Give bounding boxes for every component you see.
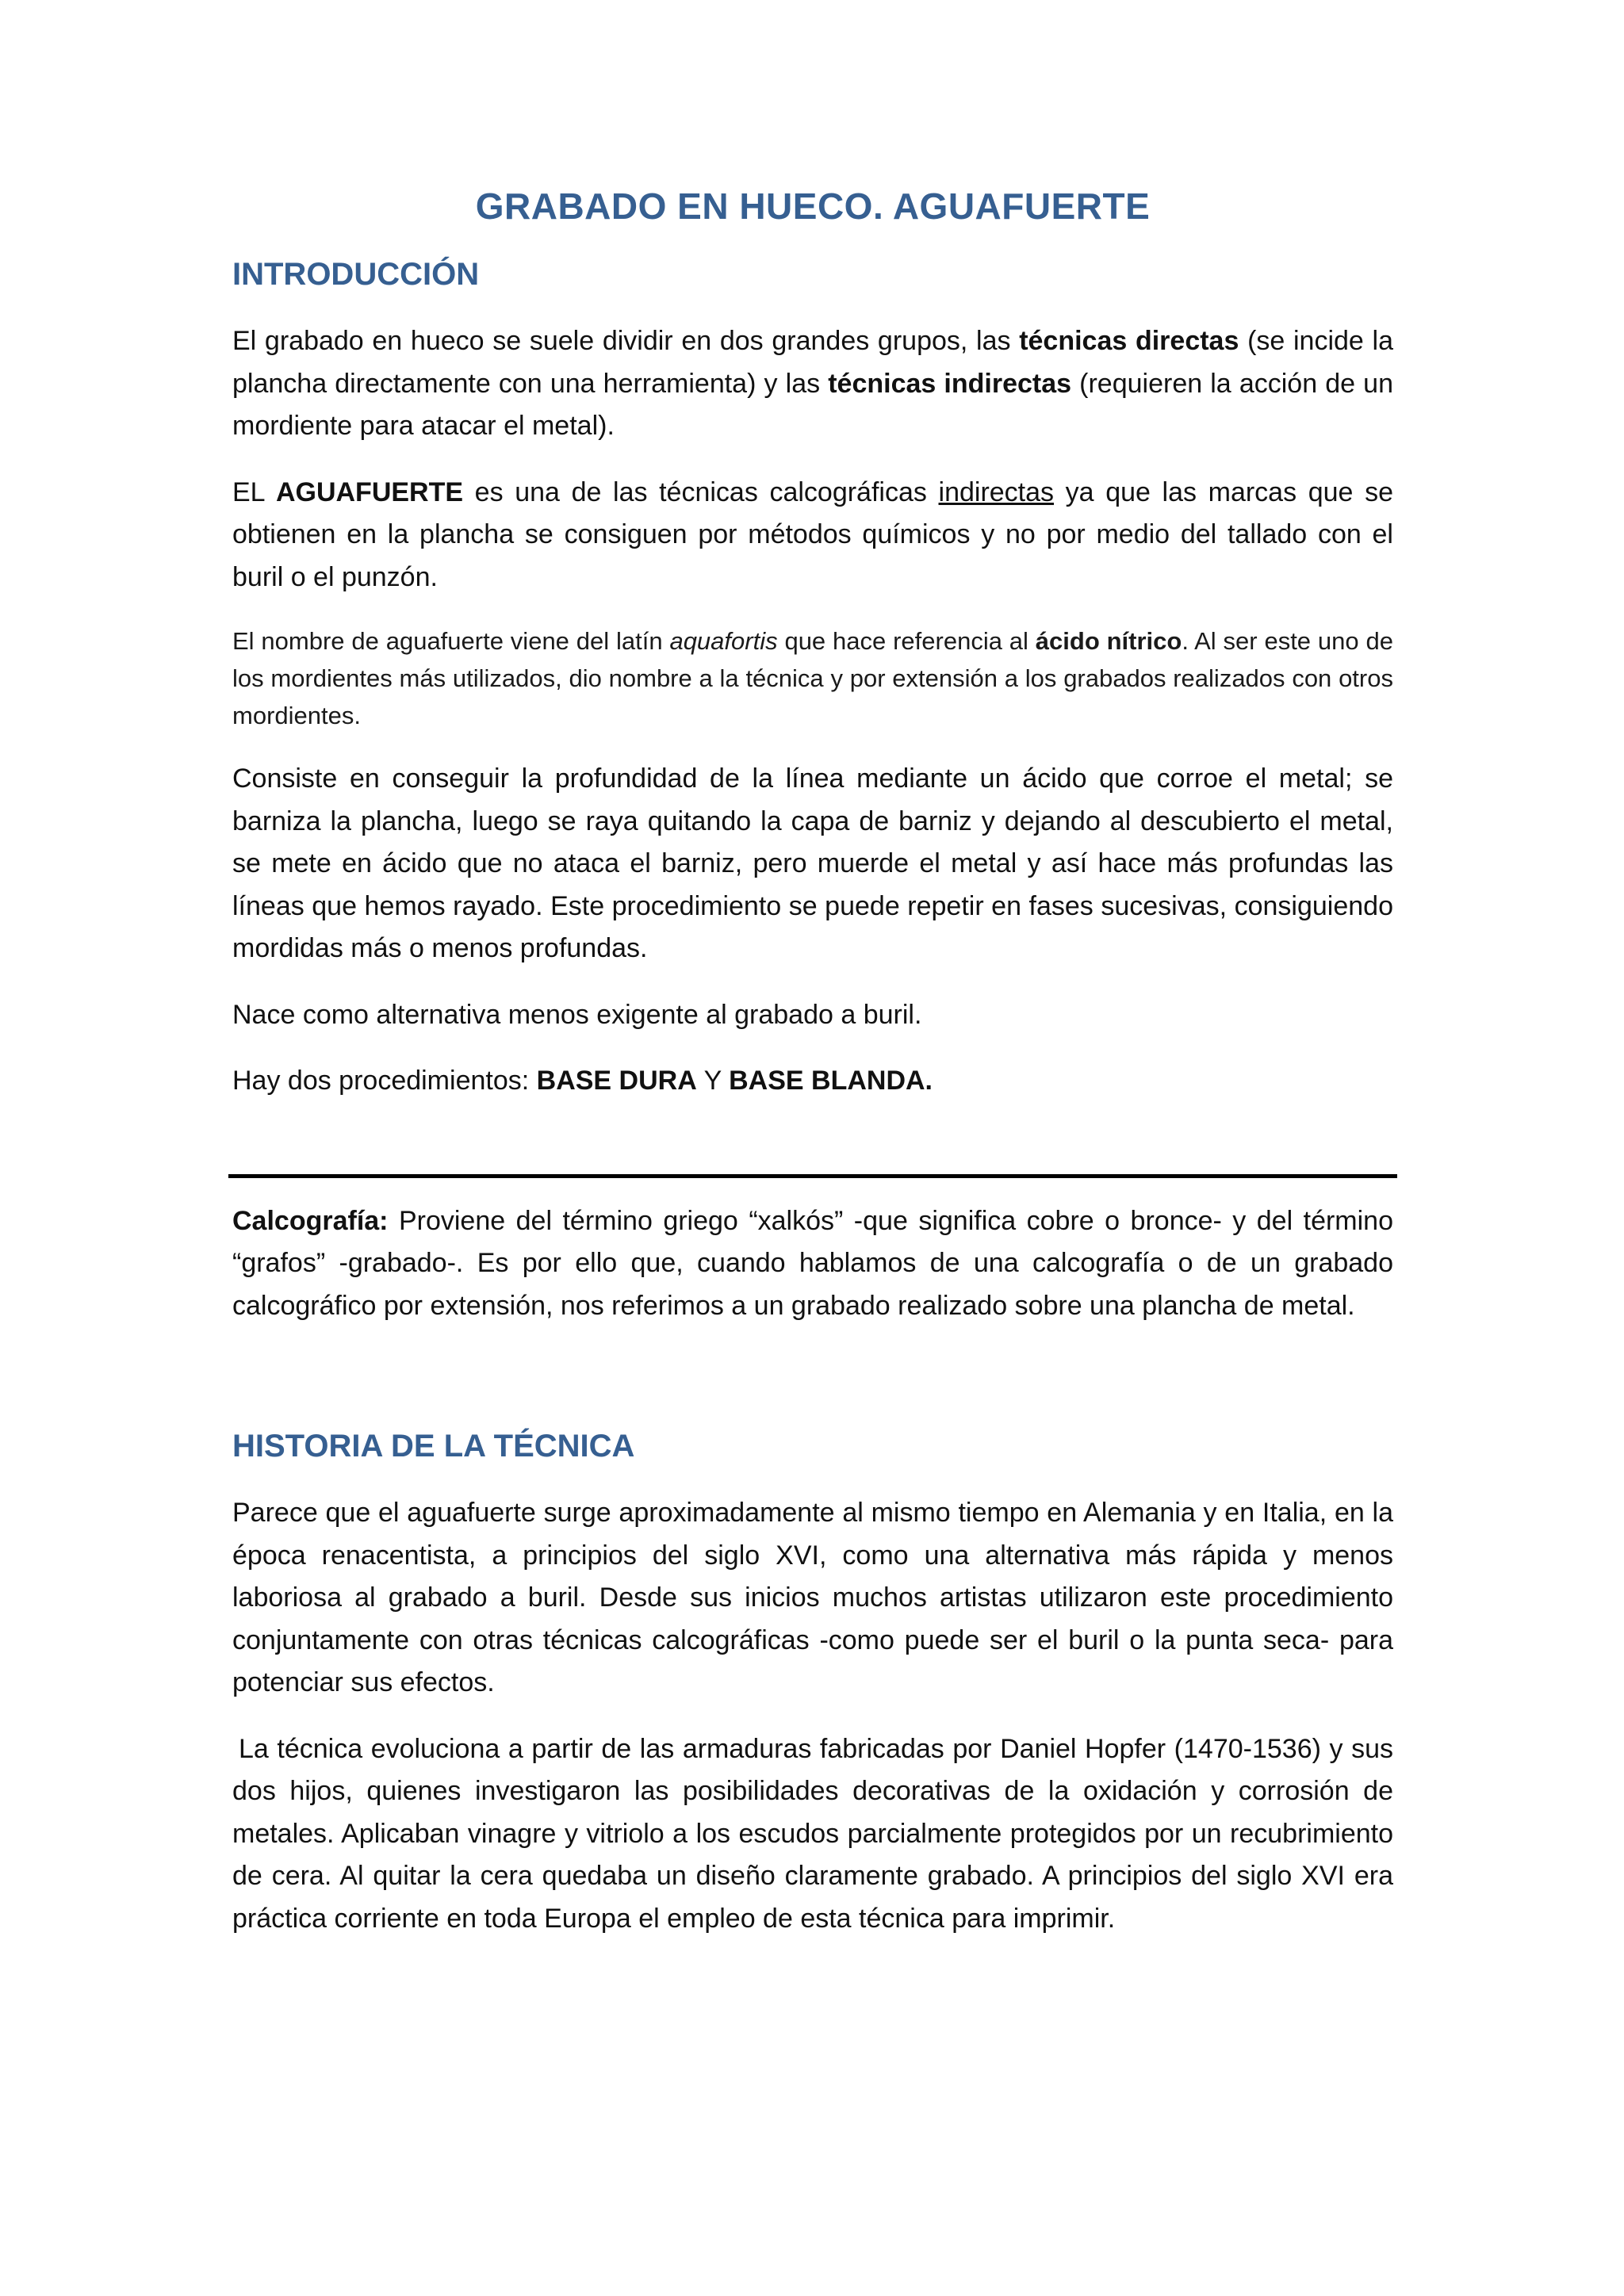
intro-paragraph-6 (232, 1060, 1393, 1103)
text-run: Hay dos procedimientos: (232, 1066, 537, 1096)
text-run: El grabado en hueco se suele dividir en dos grandes grupos, las (232, 326, 1020, 356)
underlined-term-indirectas: indirectas (938, 476, 1055, 507)
text-run: El nombre de aguafuerte viene del latín (232, 627, 670, 655)
horizontal-divider (228, 1174, 1397, 1178)
intro-paragraph-1 (232, 320, 1393, 448)
historia-paragraph-1: Parece que el aguafuerte surge aproximadamente al mismo tiempo en Alemania y en Italia, en la época renacentista, a principios del siglo XVI, como una alternativa más rápida y menos laboriosa al grabado a buril. Desde sus inicios muchos artistas utilizaron este procedimiento conjuntamente con otras técnicas calcográficas -como puede ser el buril o la punta seca- para potenciar sus efectos. (232, 1498, 1393, 1697)
bold-term-aguafuerte: AGUAFUERTE (275, 476, 464, 507)
text-run: que hace referencia al (777, 627, 1036, 655)
document-content (232, 182, 1393, 1964)
text-run: . Al ser este uno de los mordientes más utilizados, dio nombre a la técnica y por extensión a los grabados realizados con otros mordientes. (232, 627, 1393, 729)
section-heading-historia: HISTORIA DE LA TÉCNICA (232, 1429, 635, 1464)
intro-paragraph-5: Nace como alternativa menos exigente al grabado a buril. (232, 999, 922, 1030)
bold-term-base-dura: BASE DURA (536, 1066, 697, 1096)
text-run: (requieren la acción de un mordiente para atacar el metal). (232, 368, 1393, 441)
historia-paragraph-2: La técnica evoluciona a partir de las armaduras fabricadas por Daniel Hopfer (1470-1536) y sus dos hijos, quienes investigaron las posibilidades decorativas de la oxidación y corrosión de metales. Aplicaban vinagre y vitriolo a los escudos parcialmente protegidos por un recubrimiento de cera. Al quitar la cera quedaba un diseño claramente grabado. A principios del siglo XVI era práctica corriente en toda Europa el empleo de esta técnica para imprimir. (232, 1733, 1393, 1934)
text-run: Y (696, 1066, 730, 1096)
intro-paragraph-4: Consiste en conseguir la profundidad de la línea mediante un ácido que corroe el metal; se barniza la plancha, luego se raya quitando la capa de barniz y dejando al descubierto el metal, se mete en ácido que no ataca el barniz, pero muerde el metal y así hace más profundas las líneas que hemos rayado. Este procedimiento se puede repetir en fases sucesivas, consiguiendo mordidas más o menos profundas. (232, 763, 1393, 963)
bold-term-tecnicas-directas: técnicas directas (1019, 326, 1239, 356)
section-spacer (232, 1351, 1393, 1424)
text-run: (se incide la plancha directamente con una herramienta) y las (232, 326, 1393, 399)
bold-term-acido-nitrico: ácido nítrico (1035, 627, 1182, 655)
section-heading-introduccion: INTRODUCCIÓN (232, 257, 480, 292)
note-text: Proviene del término griego “xalkós” -que significa cobre o bronce- y del término “grafos” -grabado-. Es por ello que, cuando hablamos de una calcografía o de un grabado calcográfico por extensión, nos referimos a un grabado realizado sobre una plancha de metal. (232, 1205, 1393, 1321)
note-calcografia (232, 1200, 1393, 1328)
intro-paragraph-2 (232, 472, 1393, 599)
bold-term-tecnicas-indirectas: técnicas indirectas (828, 368, 1072, 399)
document-title: GRABADO EN HUECO. AGUAFUERTE (475, 186, 1151, 227)
text-run: es una de las técnicas calcográficas (463, 476, 939, 507)
text-run: ya que las marcas que se obtienen en la plancha se consiguen por métodos químicos y no por medio del tallado con el buril o el punzón. (232, 476, 1393, 592)
intro-paragraph-3 (232, 622, 1393, 734)
text-run: EL (232, 476, 276, 507)
italic-term-aquafortis: aquafortis (669, 627, 778, 655)
note-term: Calcografía: (232, 1205, 389, 1236)
bold-term-base-blanda: BASE BLANDA. (729, 1066, 933, 1096)
